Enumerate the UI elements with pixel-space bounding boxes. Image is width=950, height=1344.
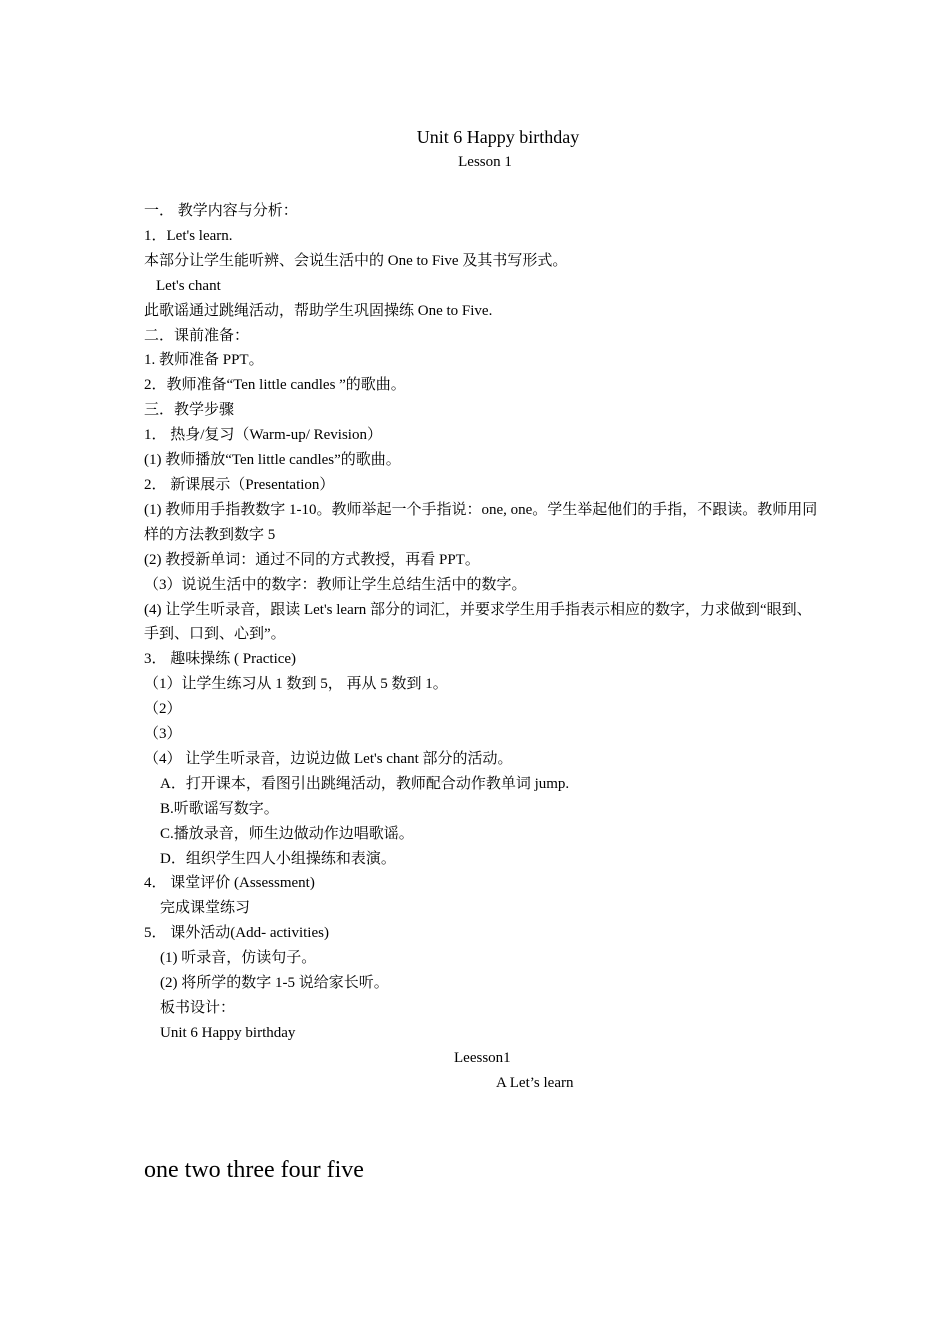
text-line: 1． 热身/复习（Warm-up/ Revision） — [144, 427, 382, 444]
text-line: 4． 课堂评价 (Assessment) — [144, 875, 315, 892]
text-line: 3． 趣味操练 ( Practice) — [144, 651, 297, 668]
text-line: （1）让学生练习从 1 数到 5， 再从 5 数到 1。 — [144, 676, 448, 693]
board-numbers: one two three four five — [144, 1157, 364, 1183]
board-lesson: Leesson1 — [454, 1049, 511, 1066]
text-line: 板书设计： — [160, 1000, 236, 1016]
text-line: 本部分让学生能听辨、会说生活中的 One to Five 及其书写形式。 — [144, 252, 568, 269]
text-line: (1) 听录音，仿读句子。 — [160, 950, 317, 967]
text-line: 1. 教师准备 PPT。 — [144, 352, 264, 369]
text-line: 5． 课外活动(Add- activities) — [144, 925, 329, 942]
text-line: （3） — [144, 726, 182, 743]
section-heading: 一． 教学内容与分析： — [144, 203, 298, 219]
text-line: 完成课堂练习 — [160, 900, 251, 917]
text-line: (2) 教授新单词：通过不同的方式教授，再看 PPT。 — [144, 551, 480, 568]
text-paragraph: (4) 让学生听录音，跟读 Let's learn 部分的词汇，并要求学生用手指表示相应的数字，力求做到“眼到、手到、口到、心到”。 — [144, 601, 812, 643]
text-line: （3）说说生活中的数字：教师让学生总结生活中的数字。 — [144, 576, 527, 593]
document-title: Unit 6 Happy birthday — [416, 127, 580, 147]
text-line: (1) 教师播放“Ten little candles”的歌曲。 — [144, 452, 401, 469]
text-paragraph: (1) 教师用手指教数字 1-10。教师举起一个手指说：one, one。学生举起他们的手指，不跟读。教师用同样的方法教到数字 5 — [144, 501, 818, 543]
text-line: B.听歌谣写数字。 — [160, 800, 279, 817]
board-section: A Let’s learn — [496, 1074, 574, 1091]
text-line: （2） — [144, 701, 182, 718]
text-line: Let's chant — [156, 277, 221, 294]
text-line: 2． 新课展示（Presentation） — [144, 476, 335, 493]
board-title: Unit 6 Happy birthday — [160, 1024, 296, 1041]
document-subtitle: Lesson 1 — [458, 154, 512, 170]
section-heading: 三．教学步骤 — [144, 402, 235, 419]
text-line: 2．教师准备“Ten little candles ”的歌曲。 — [144, 377, 406, 394]
document-body — [144, 199, 824, 1096]
text-line: （4） 让学生听录音，边说边做 Let's chant 部分的活动。 — [144, 750, 513, 767]
text-line: A．打开课本，看图引出跳绳活动，教师配合动作教单词 jump. — [160, 775, 570, 792]
text-line: C.播放录音，师生边做动作边唱歌谣。 — [160, 825, 414, 842]
text-line: 此歌谣通过跳绳活动，帮助学生巩固操练 One to Five. — [144, 302, 493, 319]
section-heading: 二．课前准备： — [144, 327, 250, 344]
text-line: (2) 将所学的数字 1-5 说给家长听。 — [160, 975, 389, 992]
text-line: 1．Let's learn. — [144, 227, 233, 244]
text-line: D．组织学生四人小组操练和表演。 — [160, 850, 396, 867]
